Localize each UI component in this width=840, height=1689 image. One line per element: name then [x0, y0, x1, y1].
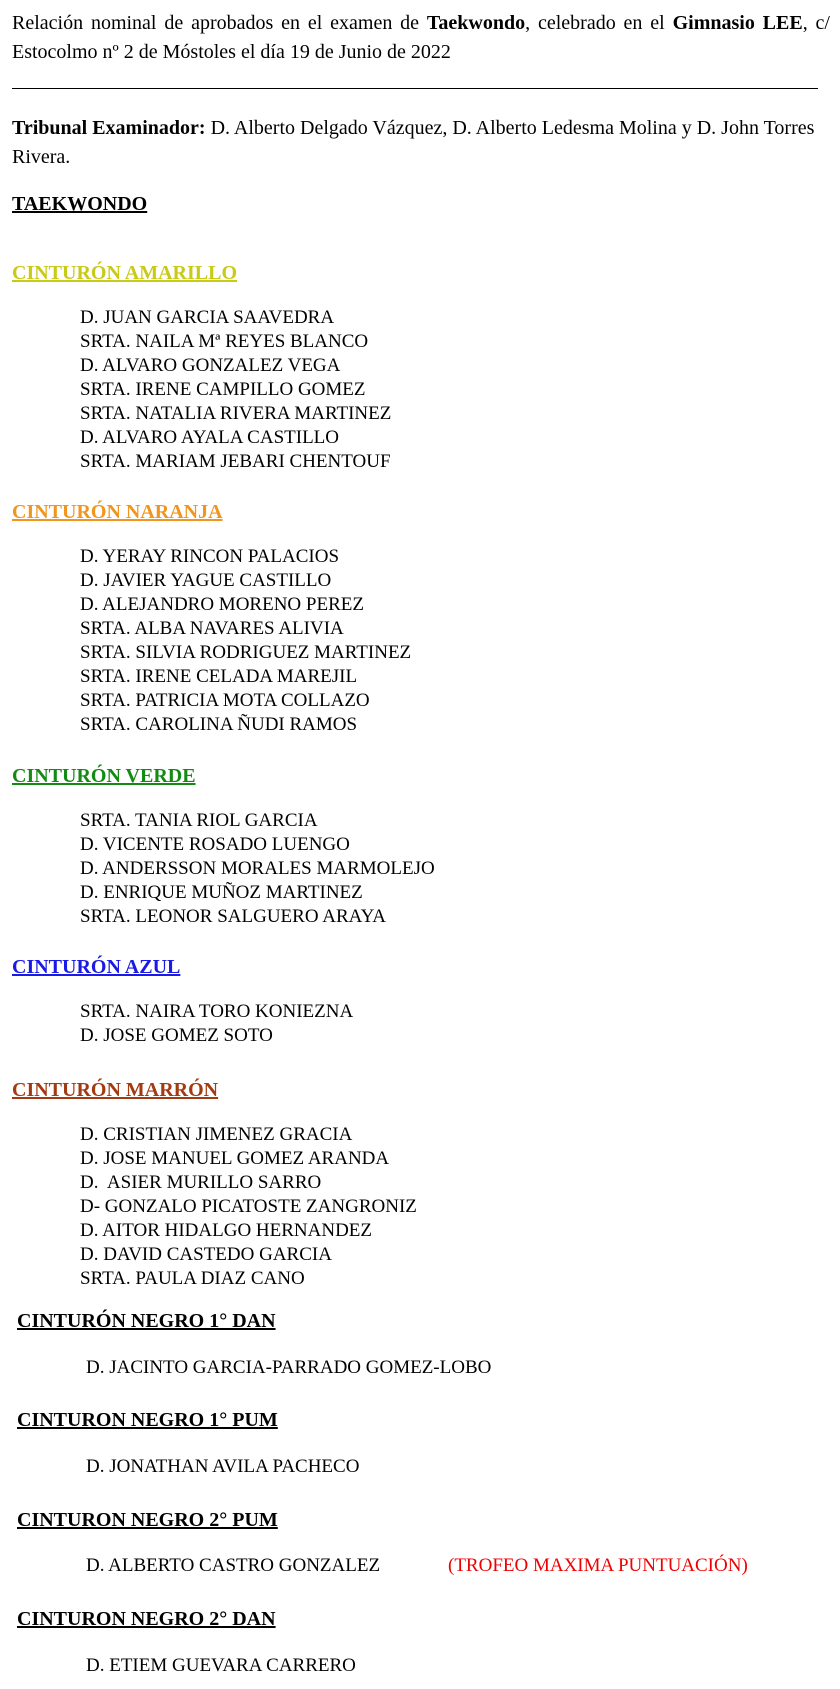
list-item: D. ALBERTO CASTRO GONZALEZ: [86, 1555, 381, 1576]
list-item: SRTA. PAULA DIAZ CANO: [80, 1268, 305, 1289]
list-item: SRTA. ALBA NAVARES ALIVIA: [80, 618, 344, 639]
list-item: SRTA. PATRICIA MOTA COLLAZO: [80, 690, 370, 711]
heading-cinturon-negro-2-dan: CINTURON NEGRO 2° DAN: [17, 1608, 276, 1630]
list-item: D. DAVID CASTEDO GARCIA: [80, 1244, 332, 1265]
list-item: D. ENRIQUE MUÑOZ MARTINEZ: [80, 882, 363, 903]
list-cinturon-marron: [80, 1123, 417, 1291]
tribunal-label: Tribunal Examinador:: [12, 117, 206, 139]
list-cinturon-azul: [80, 1000, 353, 1048]
list-item: D. ALEJANDRO MORENO PEREZ: [80, 594, 364, 615]
heading-cinturon-verde: CINTURÓN VERDE: [12, 765, 196, 787]
list-item: D. JOSE MANUEL GOMEZ ARANDA: [80, 1148, 390, 1169]
tribunal-paragraph: [12, 114, 830, 172]
list-item: SRTA. MARIAM JEBARI CHENTOUF: [80, 451, 391, 472]
list-cinturon-verde: [80, 809, 435, 929]
list-item: D. JOSE GOMEZ SOTO: [80, 1025, 273, 1046]
trophy-note: (TROFEO MAXIMA PUNTUACIÓN): [448, 1555, 748, 1576]
list-item: SRTA. TANIA RIOL GARCIA: [80, 810, 318, 831]
list-item: SRTA. SILVIA RODRIGUEZ MARTINEZ: [80, 642, 412, 663]
list-item: D. CRISTIAN JIMENEZ GRACIA: [80, 1124, 353, 1145]
intro-text-3: , c/ Estocolmo nº 2 de Móstoles el día 19 de Junio de 2022: [12, 12, 830, 63]
heading-cinturon-negro-2-pum: CINTURON NEGRO 2° PUM: [17, 1509, 278, 1531]
list-item: SRTA. IRENE CAMPILLO GOMEZ: [80, 379, 366, 400]
list-item: D. ETIEM GUEVARA CARRERO: [86, 1655, 356, 1676]
list-item: D. ANDERSSON MORALES MARMOLEJO: [80, 858, 435, 879]
list-item: SRTA. NAIRA TORO KONIEZNA: [80, 1001, 354, 1022]
heading-cinturon-naranja: CINTURÓN NARANJA: [12, 501, 223, 523]
divider-line: [12, 88, 818, 89]
list-item: D. JAVIER YAGUE CASTILLO: [80, 570, 332, 591]
heading-cinturon-negro-1-dan: CINTURÓN NEGRO 1° DAN: [17, 1310, 276, 1332]
sport-name: Taekwondo: [426, 12, 526, 34]
intro-text-1: Relación nominal de aprobados en el examen de: [12, 12, 427, 34]
main-heading: TAEKWONDO: [12, 193, 148, 215]
list-item: D. JONATHAN AVILA PACHECO: [86, 1456, 360, 1477]
list-item: D. ALVARO AYALA CASTILLO: [80, 427, 340, 448]
heading-cinturon-amarillo: CINTURÓN AMARILLO: [12, 262, 238, 284]
list-item: SRTA. NATALIA RIVERA MARTINEZ: [80, 403, 392, 424]
intro-paragraph: [12, 9, 830, 67]
list-cinturon-amarillo: [80, 306, 391, 474]
tribunal-members: D. Alberto Delgado Vázquez, D. Alberto Ledesma Molina y D. John Torres Rivera.: [12, 117, 815, 168]
list-item: D. AITOR HIDALGO HERNANDEZ: [80, 1220, 373, 1241]
venue-name: Gimnasio LEE: [672, 12, 803, 34]
heading-cinturon-azul: CINTURÓN AZUL: [12, 956, 181, 978]
list-cinturon-naranja: [80, 545, 411, 737]
list-item: D. JUAN GARCIA SAAVEDRA: [80, 307, 335, 328]
list-item: D. JACINTO GARCIA-PARRADO GOMEZ-LOBO: [86, 1357, 492, 1378]
intro-text-2: , celebrado en el: [525, 12, 673, 34]
list-item: SRTA. LEONOR SALGUERO ARAYA: [80, 906, 386, 927]
list-item: D. ASIER MURILLO SARRO: [80, 1172, 322, 1193]
list-item: D. ALVARO GONZALEZ VEGA: [80, 355, 341, 376]
list-item: SRTA. CAROLINA ÑUDI RAMOS: [80, 714, 358, 735]
list-item: SRTA. NAILA Mª REYES BLANCO: [80, 331, 369, 352]
list-item: SRTA. IRENE CELADA MAREJIL: [80, 666, 358, 687]
list-item: D. VICENTE ROSADO LUENGO: [80, 834, 350, 855]
heading-cinturon-marron: CINTURÓN MARRÓN: [12, 1079, 219, 1101]
list-item: D- GONZALO PICATOSTE ZANGRONIZ: [80, 1196, 417, 1217]
heading-cinturon-negro-1-pum: CINTURON NEGRO 1° PUM: [17, 1409, 278, 1431]
list-item: D. YERAY RINCON PALACIOS: [80, 546, 340, 567]
